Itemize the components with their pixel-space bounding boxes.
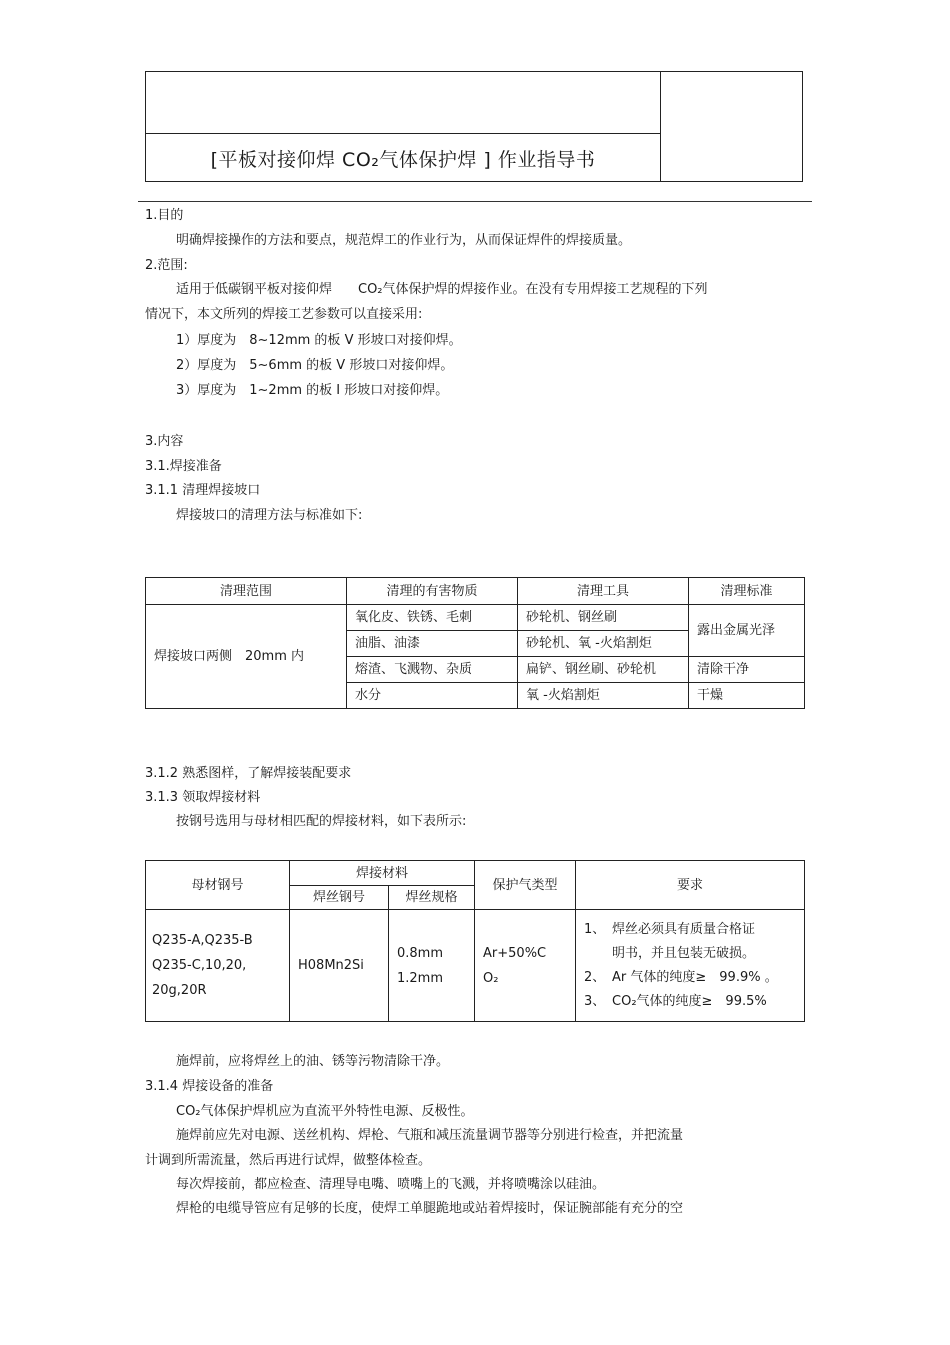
- document-title: [平板对接仰焊 CO₂气体保护焊 ] 作业指导书: [210, 148, 596, 171]
- section-3-1-3-heading: 3.1.3 领取焊接材料: [145, 790, 261, 805]
- table-header: 保护气类型: [475, 861, 576, 910]
- table-cell: 干燥: [689, 683, 805, 709]
- section-2-item-3: 3）厚度为 1~2mm 的板 I 形坡口对接仰焊。: [176, 383, 449, 398]
- requirement-number: 1、: [584, 921, 606, 937]
- materials-table: [145, 860, 805, 1022]
- table-header: 焊丝钢号: [290, 886, 389, 910]
- table-header: 清理工具: [518, 578, 689, 605]
- section-1-body: 明确焊接操作的方法和要点，规范焊工的作业行为，从而保证焊件的焊接质量。: [176, 233, 632, 248]
- table-cell: 油脂、油漆: [347, 631, 518, 657]
- requirement-item: [584, 990, 796, 1014]
- section-3-1-4-para-2b: 计调到所需流量，然后再进行试焊，做整体检查。: [145, 1153, 432, 1168]
- table-header: 要求: [576, 861, 805, 910]
- section-3-1-4-heading: 3.1.4 焊接设备的准备: [145, 1079, 274, 1094]
- table-header: 母材钢号: [146, 861, 290, 910]
- cleaning-range-cell: 焊接坡口两侧 20mm 内: [146, 605, 347, 709]
- section-3-heading: 3.内容: [145, 434, 184, 449]
- section-3-1-4-para-2a: 施焊前应先对电源、送丝机构、焊枪、气瓶和减压流量调节器等分别进行检查，并把流量: [176, 1128, 684, 1143]
- requirement-text: Ar 气体的纯度≥ 99.9% 。: [612, 969, 778, 985]
- table-header: 清理标准: [689, 578, 805, 605]
- section-2-body-line2: 情况下，本文所列的焊接工艺参数可以直接采用:: [145, 307, 423, 322]
- table-cell-base-steel: [146, 910, 290, 1022]
- requirement-number: 3、: [584, 993, 606, 1009]
- section-3-1-4-para-4: 焊枪的电缆导管应有足够的长度，使焊工单腿跪地或站着焊接时，保证腕部能有充分的空: [176, 1201, 684, 1216]
- requirement-number: 2、: [584, 969, 606, 985]
- table-cell-gas: [475, 910, 576, 1022]
- requirement-text: CO₂气体的纯度≥ 99.5%: [612, 993, 767, 1009]
- base-steel-line: Q235-C,10,20,: [152, 958, 247, 973]
- section-2-item-2: 2）厚度为 5~6mm 的板 V 形坡口对接仰焊。: [176, 358, 454, 373]
- gas-line: O₂: [483, 970, 499, 986]
- wire-spec-line: 0.8mm: [397, 945, 444, 961]
- section-1-heading: 1.目的: [145, 208, 184, 223]
- header-rule: [138, 201, 812, 202]
- table-header: 焊接材料: [290, 861, 475, 886]
- section-3-1-3-note: 施焊前，应将焊丝上的油、锈等污物清除干净。: [176, 1054, 450, 1069]
- base-steel-line: Q235-A,Q235-B: [152, 933, 253, 948]
- gas-line: Ar+50%C: [483, 945, 547, 961]
- table-cell: 砂轮机、氧 -火焰割炬: [518, 631, 689, 657]
- section-3-1-2-heading: 3.1.2 熟悉图样，了解焊接装配要求: [145, 766, 352, 781]
- wire-spec-line: 1.2mm: [397, 970, 444, 986]
- table-header: 焊丝规格: [389, 886, 475, 910]
- table-cell-wire-grade: H08Mn2Si: [290, 910, 389, 1022]
- table-header: 清理范围: [146, 578, 347, 605]
- section-2-item-1: 1）厚度为 8~12mm 的板 V 形坡口对接仰焊。: [176, 333, 462, 348]
- table-cell: 氧化皮、铁锈、毛刺: [347, 605, 518, 631]
- section-3-1-1-heading: 3.1.1 清理焊接坡口: [145, 483, 261, 498]
- section-3-1-1-body: 焊接坡口的清理方法与标准如下:: [176, 508, 363, 523]
- base-steel-line: 20g,20R: [152, 983, 207, 998]
- section-3-1-4-para-1: CO₂气体保护焊机应为直流平外特性电源、反极性。: [176, 1104, 474, 1119]
- header-box: [145, 71, 803, 182]
- table-cell: 水分: [347, 683, 518, 709]
- table-cell: 露出金属光泽: [689, 605, 805, 657]
- table-cell-requirements: [576, 910, 805, 1022]
- section-2-body-line1: 适用于低碳钢平板对接仰焊 CO₂气体保护焊的焊接作业。在没有专用焊接工艺规程的下列: [176, 282, 708, 297]
- section-3-1-heading: 3.1.焊接准备: [145, 459, 222, 474]
- section-3-1-3-body: 按钢号选用与母材相匹配的焊接材料，如下表所示:: [176, 814, 467, 829]
- cleaning-table: [145, 577, 805, 709]
- table-cell: 砂轮机、钢丝刷: [518, 605, 689, 631]
- table-cell: 扁铲、钢丝刷、砂轮机: [518, 657, 689, 683]
- table-cell: 清除干净: [689, 657, 805, 683]
- requirement-text: 明书，并且包装无破损。: [612, 945, 756, 961]
- requirement-item: [584, 918, 796, 966]
- section-2-heading: 2.范围:: [145, 258, 188, 273]
- header-divider-vertical: [660, 72, 661, 181]
- table-cell-wire-spec: [389, 910, 475, 1022]
- table-header: 清理的有害物质: [347, 578, 518, 605]
- section-3-1-4-para-3: 每次焊接前，都应检查、清理导电嘴、喷嘴上的飞溅，并将喷嘴涂以硅油。: [176, 1177, 606, 1192]
- requirement-item: [584, 966, 796, 990]
- table-cell: 熔渣、飞溅物、杂质: [347, 657, 518, 683]
- table-cell: 氧 -火焰割炬: [518, 683, 689, 709]
- requirement-text: 焊丝必须具有质量合格证: [612, 921, 756, 937]
